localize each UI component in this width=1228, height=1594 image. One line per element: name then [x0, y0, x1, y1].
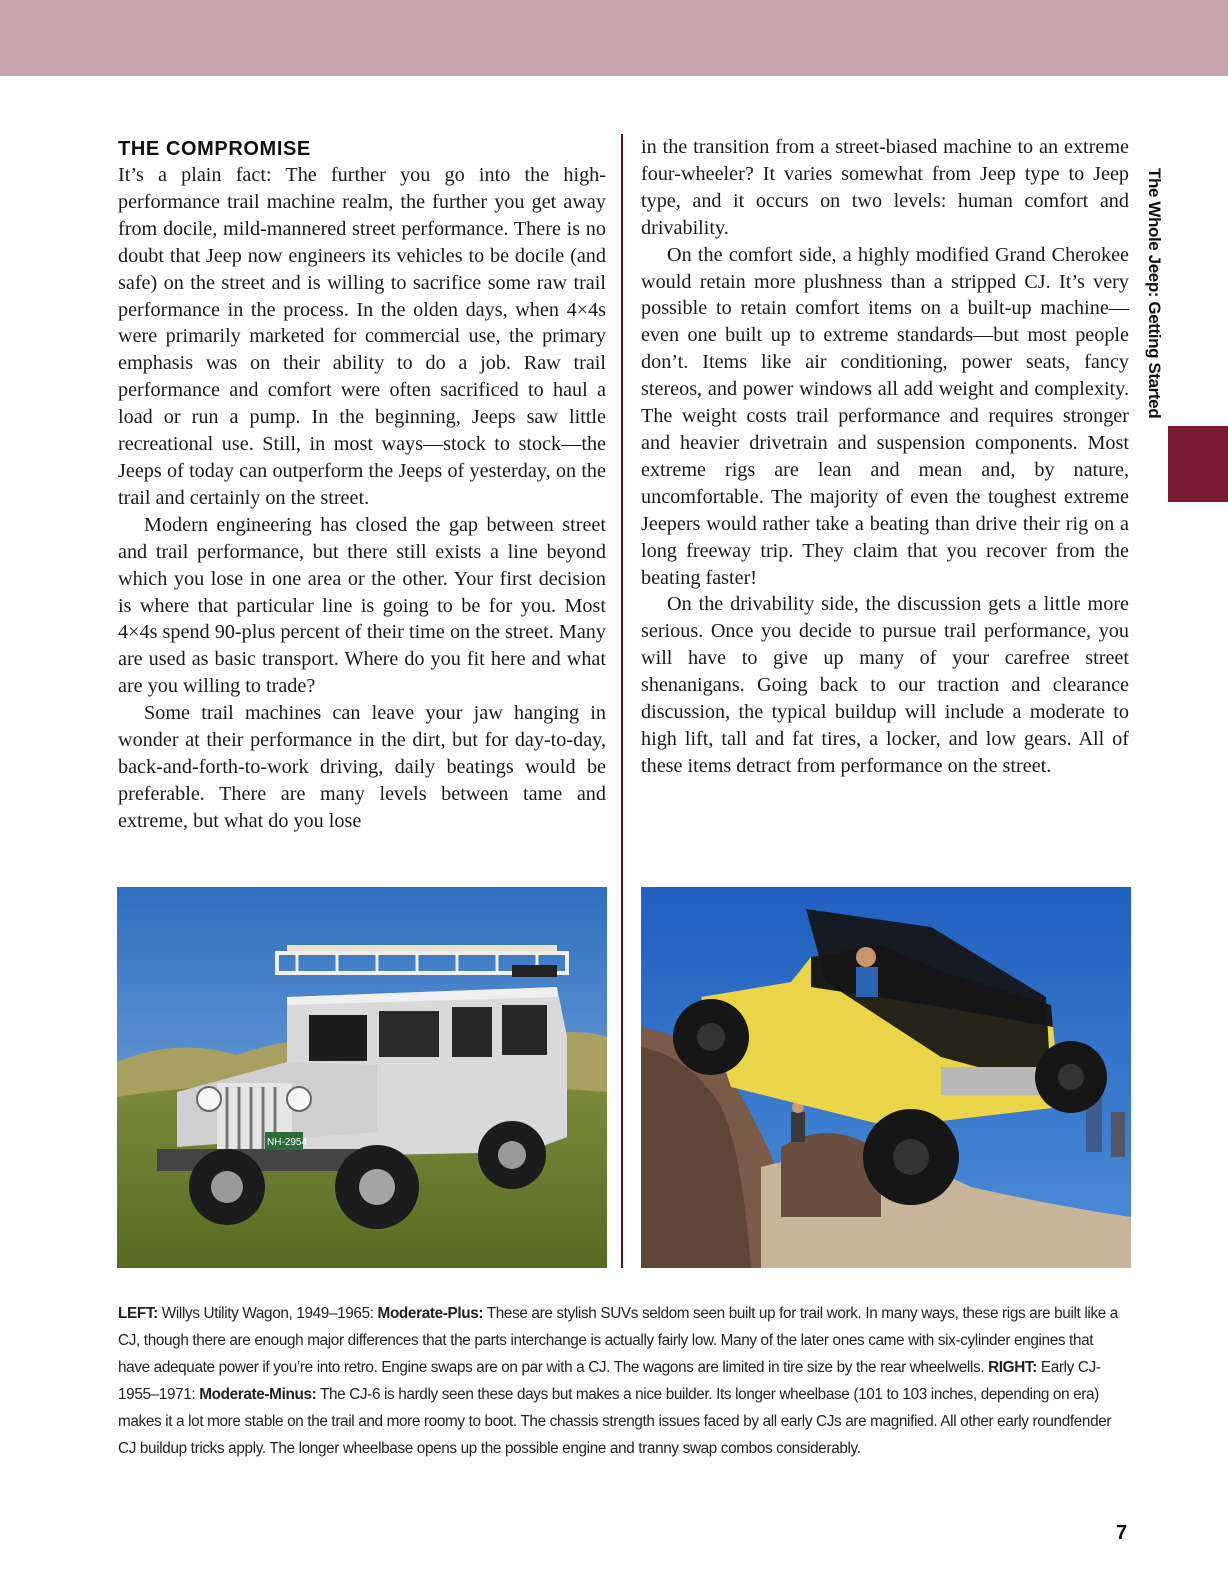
right-column: [641, 134, 1129, 780]
caption-right-text: The CJ-6 is hardly seen these days but makes a nice builder. Its longer wheelbase (101 to 103 inches, depending on era) makes it a lot more stable on the trail and more roomy to boot. The chassis strength issues faced by all early CJs are magnified. All other early roundfender CJ buildup tricks apply. The longer wheelbase opens up the possible engine and tranny swap combos considerably.: [118, 1386, 1112, 1457]
caption-left-vehicle: Willys Utility Wagon, 1949–1965:: [161, 1305, 374, 1322]
column-divider: [621, 134, 623, 1268]
caption-right-label: RIGHT:: [988, 1359, 1037, 1376]
section-heading: THE COMPROMISE: [118, 138, 311, 160]
paragraph-3: Some trail machines can leave your jaw hanging in wonder at their performance in the dirt, but for day-to-day, back-and-forth-to-work driving, daily beatings would be preferable. There are many levels between tame and extreme, but what do you lose: [118, 702, 606, 832]
caption-right-rating: Moderate-Minus:: [199, 1386, 317, 1403]
paragraph-6: On the drivability side, the discussion gets a little more serious. Once you decide to pursue trail performance, you will have to give up many of your carefree street shenanigans. Going back to our traction and clearance discussion, the typical buildup will include a moderate to high lift, tall and fat tires, a locker, and low gears. All of these items detract from performance on the street.: [641, 593, 1129, 777]
photo-caption: [118, 1300, 1128, 1462]
page-number: 7: [1116, 1522, 1128, 1544]
header-band: [0, 0, 1228, 76]
paragraph-5: On the comfort side, a highly modified Grand Cherokee would retain more plushness than a stripped CJ. It’s very possible to retain comfort items on a built-up machine—even one built up to extreme standards—but most people don’t. Items like air conditioning, power seats, fancy stereos, and power windows all add weight and complexity. The weight costs trail performance and requires stronger and heavier drivetrain and suspension components. Most extreme rigs are lean and mean and, by nature, uncomfortable. The majority of even the toughest extreme Jeepers would rather take a beating than drive their rig on a long freeway trip. They claim that you recover from the beating faster!: [641, 243, 1129, 589]
photo-willys-wagon: [117, 887, 607, 1268]
paragraph-1: It’s a plain fact: The further you go into the high-performance trail machine realm, the further you get away from docile, mild-mannered street performance. There is no doubt that Jeep now engineers its vehicles to be docile (and safe) on the street and is willing to sacrifice some raw trail performance in the process. In the olden days, when 4×4s were primarily marketed for commercial use, the primary emphasis was on their ability to do a job. Raw trail performance and comfort were often sacrificed to haul a load or run a pump. In the beginning, Jeeps saw little recreational use. Still, in most ways—stock to stock—the Jeeps of today can outperform the Jeeps of yesterday, on the trail and certainly on the street.: [118, 164, 606, 509]
caption-right-vehicle: Early CJ- 1955–1971:: [118, 1359, 1101, 1403]
photo-yellow-cj: [641, 887, 1131, 1268]
running-title: The Whole Jeep: Getting Started: [1145, 168, 1164, 419]
chapter-tab: [1168, 426, 1228, 502]
left-column: [118, 134, 606, 835]
paragraph-4: in the transition from a street-biased machine to an extreme four-wheeler? It varies somewhat from Jeep type to Jeep type, and it occurs on two levels: human comfort and drivability.: [641, 136, 1129, 239]
caption-left-text: These are stylish SUVs seldom seen built up for trail work. In many ways, these rigs are built like a CJ, though there are enough major differences that the parts interchange is actually fairly low. Many of the later ones came with six-cylinder engines that have adequate power if you’re into retro. Engine swaps are on par with a CJ. The wagons are limited in tire size by the rear wheelwells.: [118, 1305, 1118, 1376]
paragraph-2: Modern engineering has closed the gap between street and trail performance, but there still exists a line beyond which you lose in one area or the other. Your first decision is where that particular line is going to be for you. Most 4×4s spend 90-plus percent of their time on the street. Many are used as basic transport. Where do you fit here and what are you willing to trade?: [118, 513, 606, 698]
license-plate: NH-2954: [267, 1137, 308, 1148]
caption-left-rating: Moderate-Plus:: [377, 1305, 484, 1322]
caption-left-label: LEFT:: [118, 1305, 158, 1322]
